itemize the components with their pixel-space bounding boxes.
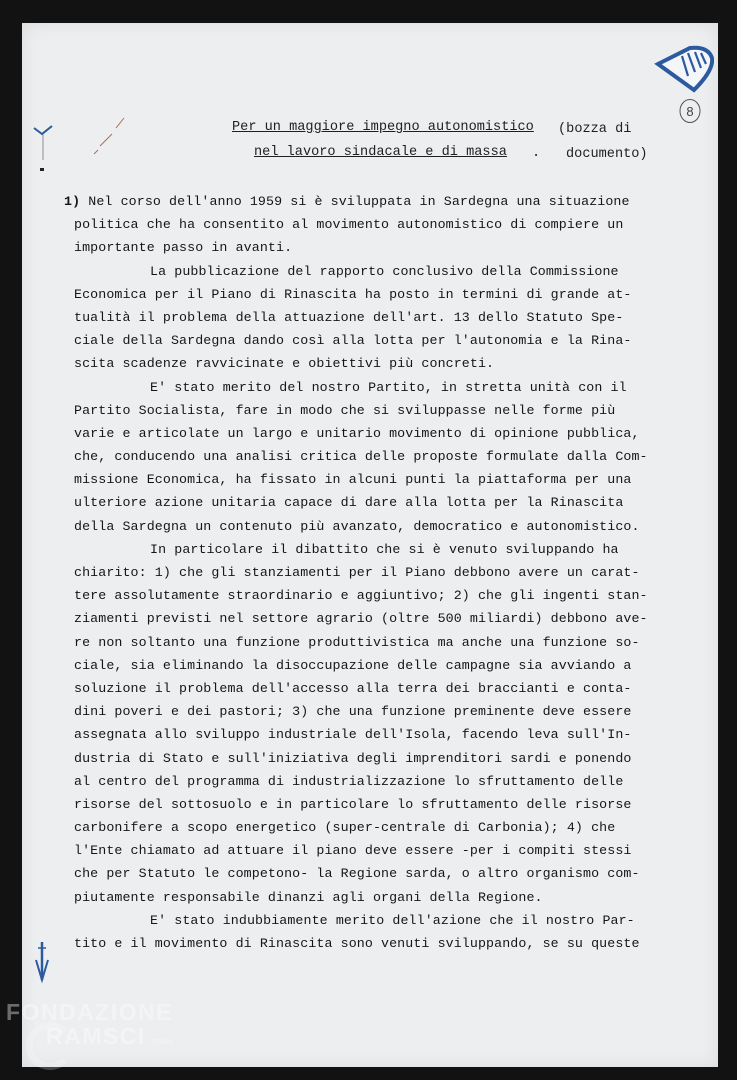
text-line: carbonifere a scopo energetico (super-centrale di Carbonia); 4) che (74, 820, 616, 836)
text-line: ciale, sia eliminando la disoccupazione delle campagne sia avviando a (74, 657, 632, 673)
text-line: della Sardegna un contenuto più avanzato, democratico e autonomistico. (74, 518, 640, 534)
draft-note-line-2: documento) (566, 147, 648, 162)
text-line: piutamente responsabile dinanzi agli organi della Regione. (74, 889, 543, 905)
text-line: scita scadenze ravvicinate e obiettivi più concreti. (74, 356, 495, 372)
pencil-scribble-icon (92, 116, 132, 161)
text-line: re non soltanto una funzione produttivistica ma anche una funzione so- (74, 634, 640, 650)
text-line: varie e articolate un largo e unitario movimento di opinione pubblica, (74, 425, 640, 441)
text-line: politica che ha consentito al movimento autonomistico di compiere un (74, 217, 624, 233)
title-line-2: nel lavoro sindacale e di massa (254, 145, 507, 160)
margin-arrow-icon (32, 940, 52, 989)
text-line: missione Economica, ha fissato in alcuni punti la piattaforma per una (74, 472, 632, 488)
text-line: tere assolutamente straordinario e aggiuntivo; 2) che gli ingenti stan- (74, 588, 648, 604)
text-line: In particolare il dibattito che si è venuto sviluppando ha (150, 541, 619, 557)
margin-mark-icon (32, 124, 56, 179)
text-line: tito e il movimento di Rinascita sono venuti sviluppando, se su queste (74, 936, 640, 951)
text-line: che, conducendo una analisi critica delle proposte formulate dalla Com- (74, 449, 648, 465)
text-line: Economica per il Piano di Rinascita ha posto in termini di grande at- (74, 286, 632, 302)
text-line: chiarito: 1) che gli stanziamenti per il Piano debbono avere un carat- (74, 565, 640, 580)
document-body (64, 190, 654, 955)
title-line-1: Per un maggiore impegno autonomistico (232, 120, 534, 135)
text-line: al centro del programma di industrializzazione lo sfruttamento delle (74, 773, 624, 789)
text-line: l'Ente chiamato ad attuare il piano deve essere -per i compiti stessi (74, 843, 632, 859)
text-line: E' stato indubbiamente merito dell'azione che il nostro Par- (150, 912, 635, 928)
document-header (232, 120, 662, 170)
text-line: risorse del sottosuolo e in particolare lo sfruttamento delle risorse (74, 796, 632, 812)
text-line: che per Statuto le competono- la Regione sarda, o altro organismo com- (74, 866, 640, 882)
watermark-suffix: onlus (151, 1036, 174, 1046)
circled-page-number (678, 98, 702, 129)
watermark-line-1: FONDAZIONE (6, 999, 174, 1025)
paragraph-number: 1) (64, 194, 81, 209)
text-line: assegnata allo sviluppo industriale dell'Isola, facendo leva sull'In- (74, 727, 632, 743)
watermark-line-2: RAMSCI onlus (46, 1023, 174, 1049)
archive-stamp-icon (654, 44, 714, 101)
text-line: La pubblicazione del rapporto conclusivo della Commissione (150, 263, 619, 279)
text-line: dustria di Stato e sull'iniziativa degli imprenditori sardi e ponendo (74, 750, 632, 766)
text-line: ciale della Sardegna dando così alla lotta per l'autonomia e la Rina- (74, 333, 632, 349)
text-line: E' stato merito del nostro Partito, in stretta unità con il (150, 379, 627, 395)
circled-number-text: 8 (686, 104, 694, 119)
watermark (6, 1000, 173, 1053)
text-line: 1) Nel corso dell'anno 1959 si è sviluppata in Sardegna una situazione (64, 194, 630, 209)
text-line: soluzione il problema dell'accesso alla terra dei braccianti e conta- (74, 680, 632, 696)
text-line: tualità il problema della attuazione dell'art. 13 dello Statuto Spe- (74, 309, 624, 325)
text-line: importante passo in avanti. (74, 240, 293, 256)
separator-dot: . (532, 146, 541, 161)
text-line: ziamenti previsti nel settore agrario (oltre 500 miliardi) debbono ave- (74, 611, 648, 627)
text-line: Partito Socialista, fare in modo che si sviluppasse nelle forme più (74, 402, 616, 418)
text-line: ulteriore azione unitaria capace di dare alla lotta per la Rinascita (74, 495, 624, 511)
text-line: dini poveri e dei pastori; 3) che una funzione preminente deve essere (74, 704, 632, 720)
draft-note-line-1: (bozza di (558, 122, 632, 137)
